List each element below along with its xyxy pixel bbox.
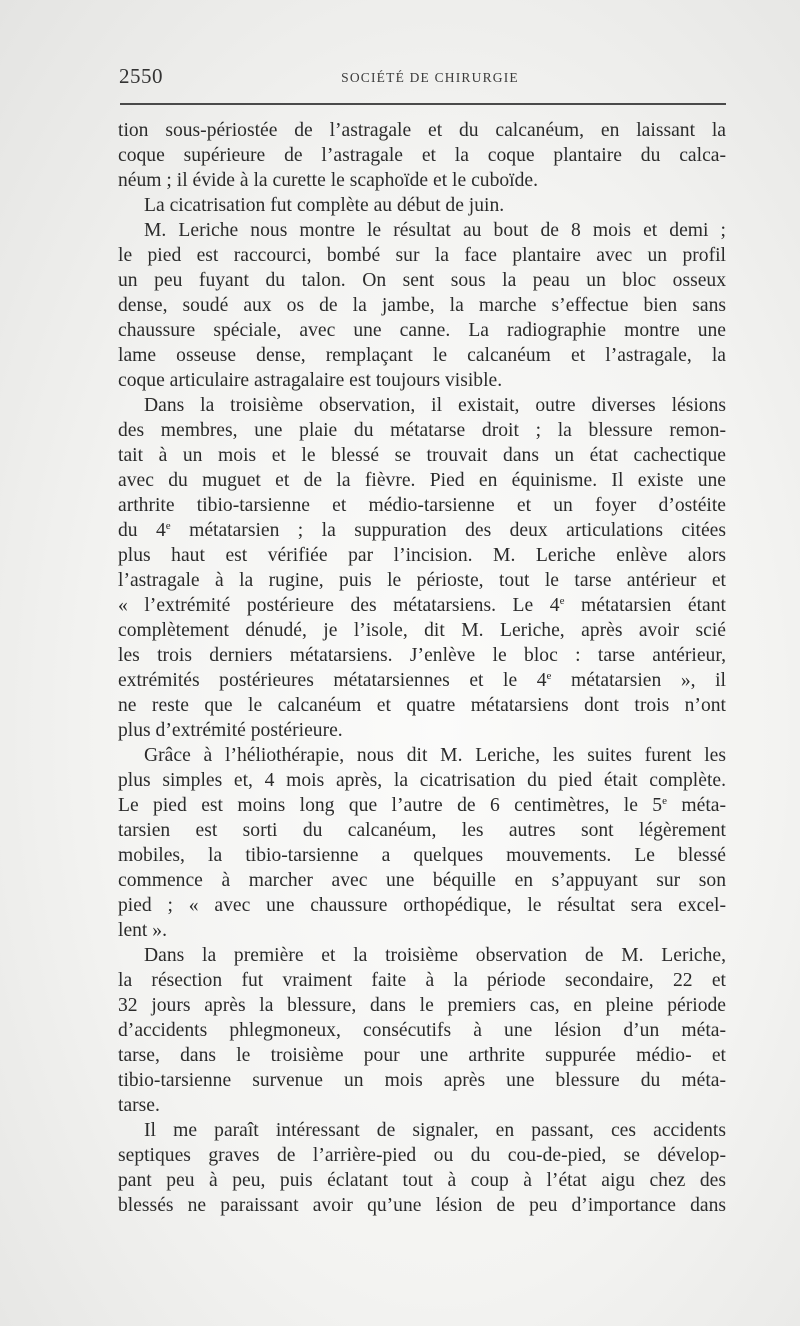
text-line: « l’extrémité postérieure des métatarsiens. Le 4e métatarsien étant — [118, 595, 726, 616]
text-line: commence à marcher avec une béquille en s’appuyant sur son — [118, 870, 726, 891]
paragraph — [118, 218, 726, 393]
text-line: extrémités postérieures métatarsiennes et le 4e métatarsien », il — [118, 670, 726, 691]
running-title: SOCIÉTÉ DE CHIRURGIE — [341, 70, 519, 85]
text-line: septiques graves de l’arrière-pied ou du cou-de-pied, se dévelop- — [118, 1145, 726, 1166]
text-line: des membres, une plaie du métatarse droit ; la blessure remon- — [118, 420, 726, 441]
text-line: 32 jours après la blessure, dans le premiers cas, en pleine période — [118, 995, 726, 1016]
header-rule — [120, 103, 726, 105]
text-line: Dans la troisième observation, il existait, outre diverses lésions — [144, 395, 726, 416]
text-line: Grâce à l’héliothérapie, nous dit M. Leriche, les suites furent les — [144, 745, 726, 766]
text-line: coque supérieure de l’astragale et la coque plantaire du calca- — [118, 145, 726, 166]
paragraph — [118, 193, 726, 218]
text-line: le pied est raccourci, bombé sur la face plantaire avec un profil — [118, 245, 726, 266]
text-line: plus haut est vérifiée par l’incision. M. Leriche enlève alors — [118, 545, 726, 566]
text-line: pied ; « avec une chaussure orthopédique, le résultat sera excel- — [118, 895, 726, 916]
text-line: dense, soudé aux os de la jambe, la marche s’effectue bien sans — [118, 295, 726, 316]
paragraph — [118, 393, 726, 743]
text-line: Le pied est moins long que l’autre de 6 centimètres, le 5e méta- — [118, 795, 726, 816]
text-line: tion sous-périostée de l’astragale et du calcanéum, en laissant la — [118, 120, 726, 141]
paragraph — [118, 743, 726, 943]
text-line: plus simples et, 4 mois après, la cicatrisation du pied était complète. — [118, 770, 726, 791]
text-line: lent ». — [118, 920, 167, 941]
paragraph — [118, 943, 726, 1118]
text-line: complètement dénudé, je l’isole, dit M. Leriche, après avoir scié — [118, 620, 726, 641]
text-line: l’astragale à la rugine, puis le périoste, tout le tarse antérieur et — [118, 570, 726, 591]
text-line: pant peu à peu, puis éclatant tout à coup à l’état aigu chez des — [118, 1170, 726, 1191]
text-line: avec du muguet et de la fièvre. Pied en équinisme. Il existe une — [118, 470, 726, 491]
text-line: tarse, dans le troisième pour une arthrite suppurée médio- et — [118, 1045, 726, 1066]
text-line: tarse. — [118, 1095, 160, 1116]
text-line: mobiles, la tibio-tarsienne a quelques mouvements. Le blessé — [118, 845, 726, 866]
text-line: chaussure spéciale, avec une canne. La radiographie montre une — [118, 320, 726, 341]
text-line: plus d’extrémité postérieure. — [118, 720, 343, 741]
text-line: la résection fut vraiment faite à la période secondaire, 22 et — [118, 970, 726, 991]
text-line: ne reste que le calcanéum et quatre métatarsiens dont trois n’ont — [118, 695, 726, 716]
text-line: La cicatrisation fut complète au début de juin. — [144, 195, 505, 216]
text-line: un peu fuyant du talon. On sent sous la peau un bloc osseux — [118, 270, 726, 291]
text-line: tibio-tarsienne survenue un mois après une blessure du méta- — [118, 1070, 726, 1091]
paragraph — [118, 1118, 726, 1218]
text-line: du 4e métatarsien ; la suppuration des deux articulations citées — [118, 520, 726, 541]
text-line: blessés ne paraissant avoir qu’une lésion de peu d’importance dans — [118, 1195, 726, 1216]
text-line: lame osseuse dense, remplaçant le calcanéum et l’astragale, la — [118, 345, 726, 366]
text-line: Dans la première et la troisième observation de M. Leriche, — [144, 945, 726, 966]
text-line: M. Leriche nous montre le résultat au bout de 8 mois et demi ; — [144, 220, 726, 241]
text-line: tarsien est sorti du calcanéum, les autres sont légèrement — [118, 820, 726, 841]
text-line: arthrite tibio-tarsienne et médio-tarsienne et un foyer d’ostéite — [118, 495, 726, 516]
text-line: tait à un mois et le blessé se trouvait dans un état cachectique — [118, 445, 726, 466]
paragraph — [118, 118, 726, 193]
text-line: coque articulaire astragalaire est toujours visible. — [118, 370, 503, 391]
page-number: 2550 — [119, 64, 163, 88]
body-text — [118, 118, 726, 1218]
text-line: néum ; il évide à la curette le scaphoïde et le cuboïde. — [118, 170, 539, 191]
text-line: les trois derniers métatarsiens. J’enlève le bloc : tarse antérieur, — [118, 645, 726, 666]
text-line: d’accidents phlegmoneux, consécutifs à une lésion d’un méta- — [118, 1020, 726, 1041]
text-line: Il me paraît intéressant de signaler, en passant, ces accidents — [144, 1120, 726, 1141]
